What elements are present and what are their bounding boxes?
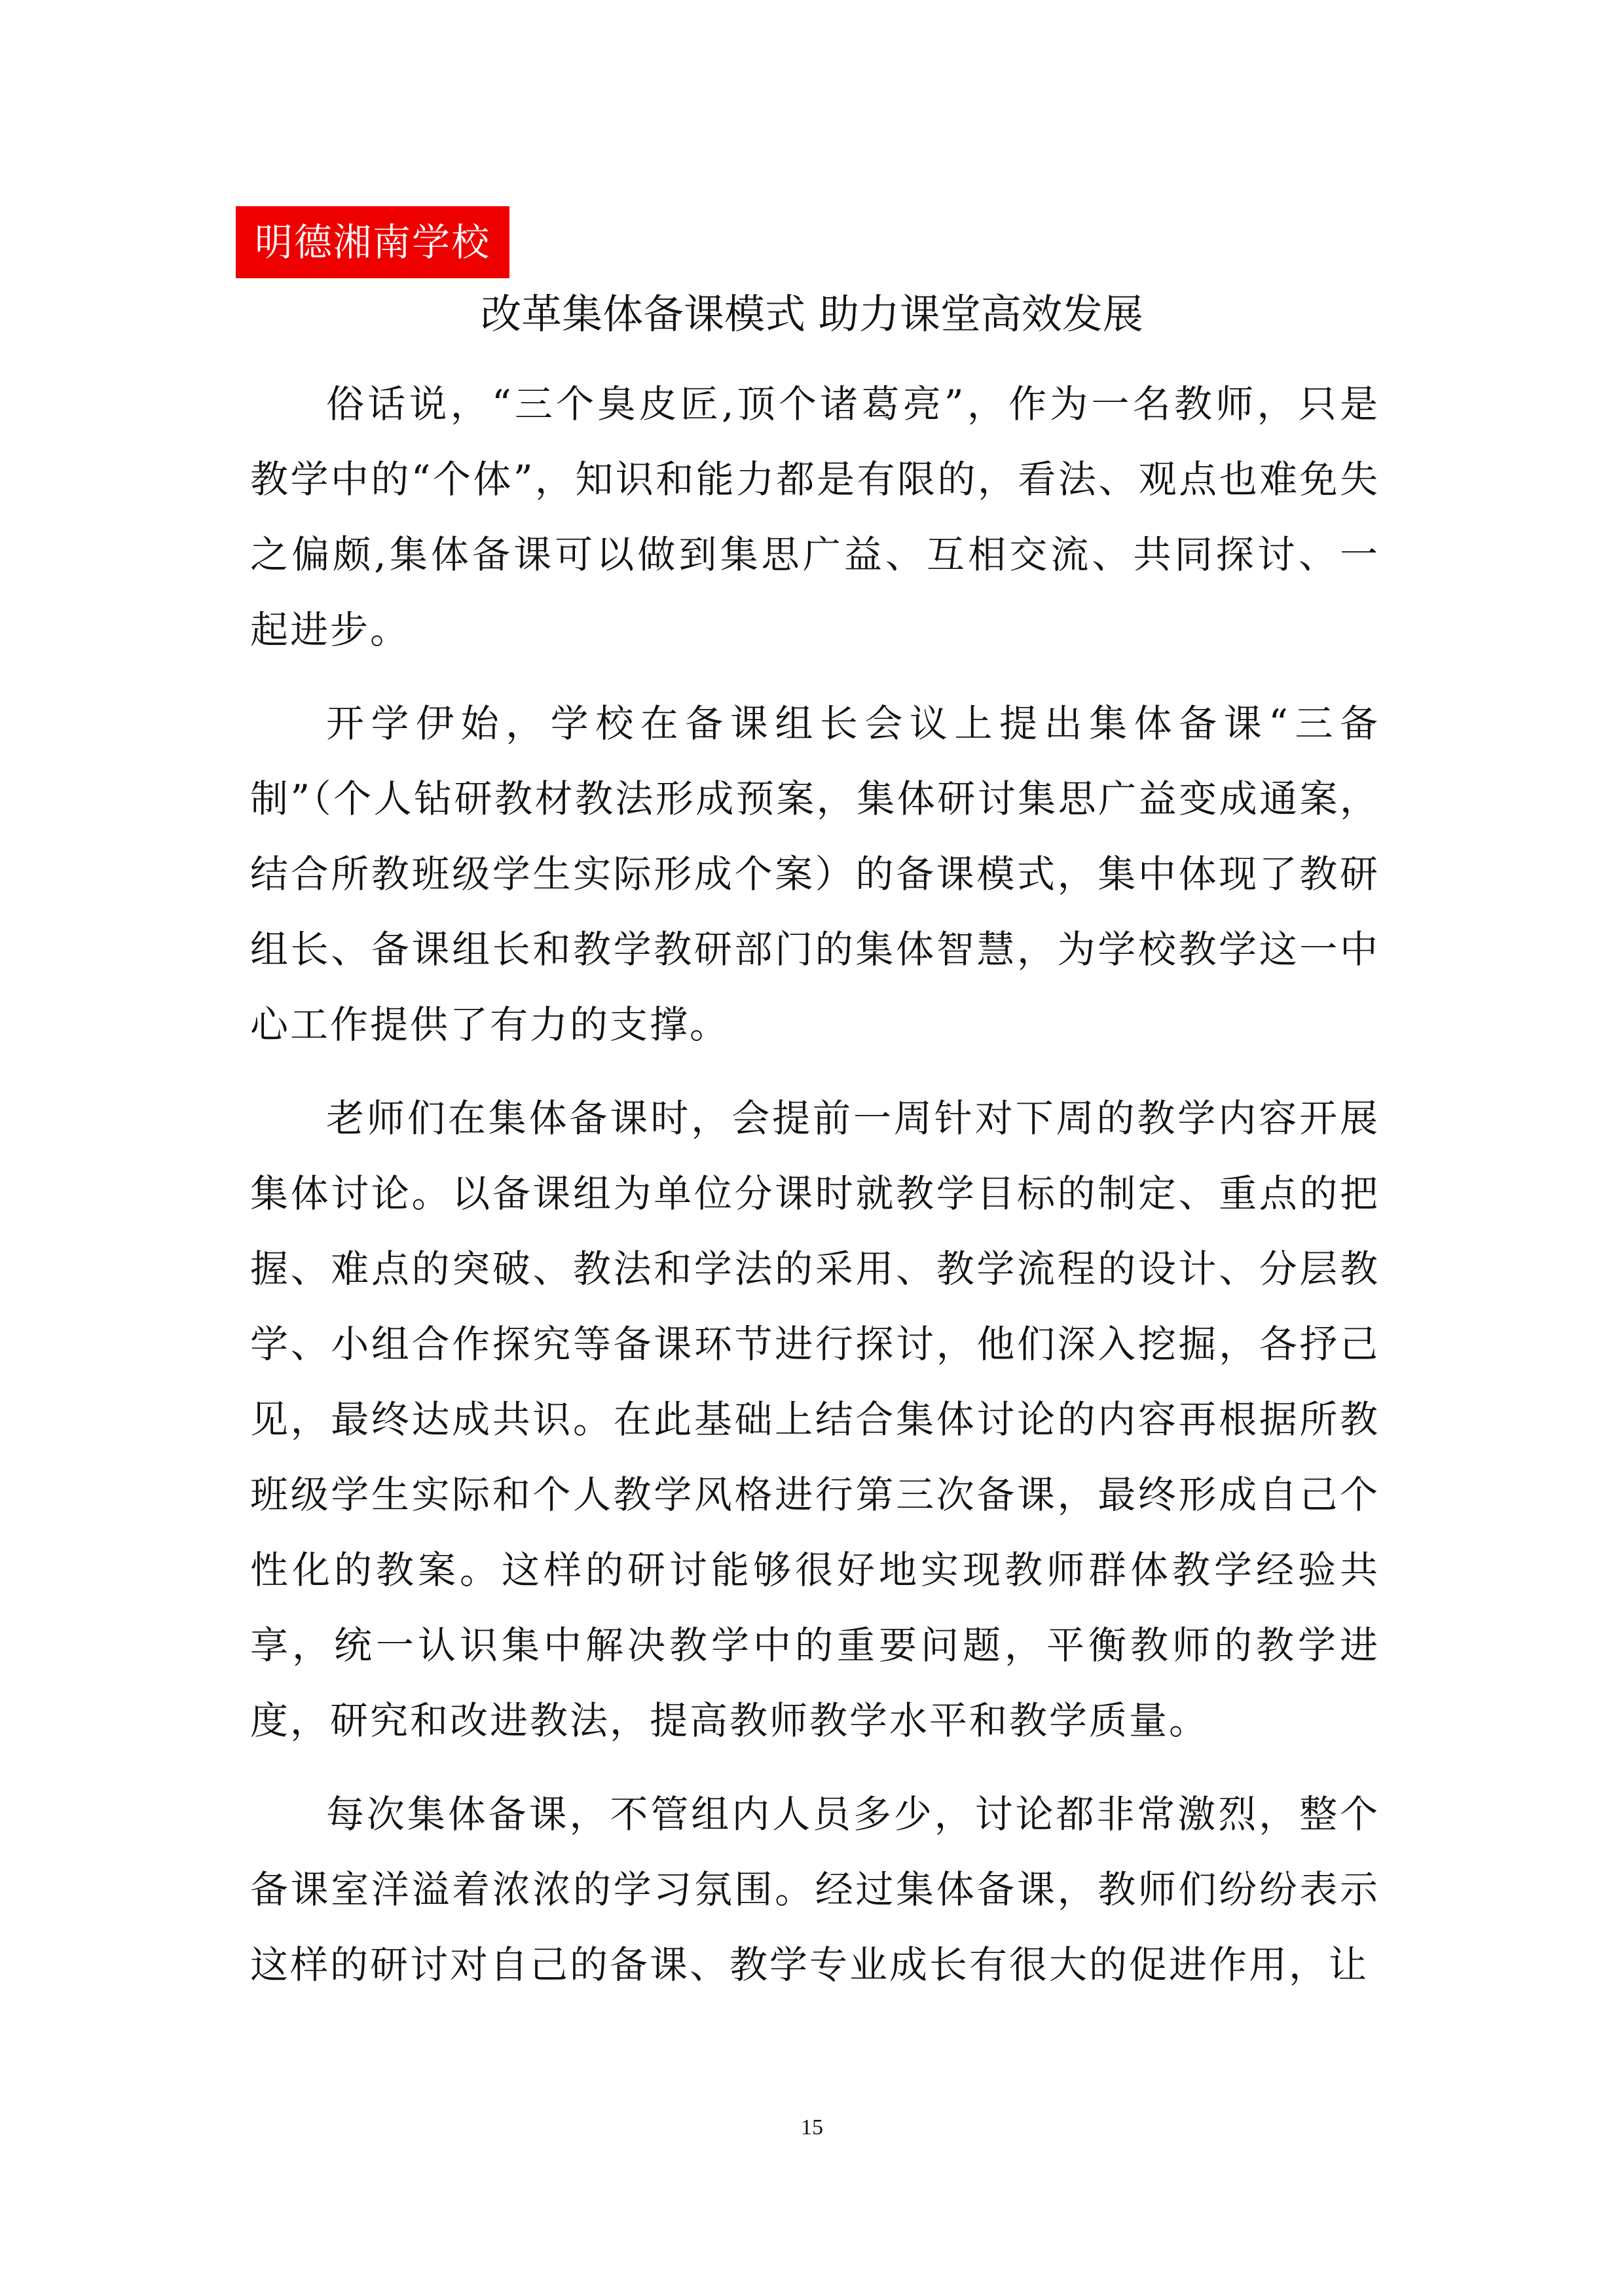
- article-body: [250, 367, 1380, 2021]
- article-title: 改革集体备课模式 助力课堂高效发展: [481, 290, 1143, 338]
- paragraph-2: 开学伊始，学校在备课组长会议上提出集体备课“三备制”（个人钻研教材教法形成预案，集体研讨集思广益变成通案，结合所教班级学生实际形成个案）的备课模式，集中体现了教研组长、备课组长和教学教研部门的集体智慧，为学校教学这一中心工作提供了有力的支撑。: [250, 701, 1380, 1047]
- school-name-badge: 明德湘南学校: [236, 206, 509, 278]
- page-number: 15: [801, 2115, 823, 2140]
- paragraph-1: 俗话说，“三个臭皮匠,顶个诸葛亮”，作为一名教师，只是教学中的“个体”，知识和能力都是有限的，看法、观点也难免失之偏颇,集体备课可以做到集思广益、互相交流、共同探讨、一起进步。: [250, 382, 1380, 652]
- paragraph-3: 老师们在集体备课时，会提前一周针对下周的教学内容开展集体讨论。以备课组为单位分课时就教学目标的制定、重点的把握、难点的突破、教法和学法的采用、教学流程的设计、分层教学、小组合作探究等备课环节进行探讨，他们深入挖掘，各抒己见，最终达成共识。在此基础上结合集体讨论的内容再根据所教班级学生实际和个人教学风格进行第三次备课，最终形成自己个性化的教案。这样的研讨能够很好地实现教师群体教学经验共享，统一认识集中解决教学中的重要问题，平衡教师的教学进度，研究和改进教法，提高教师教学水平和教学质量。: [250, 1096, 1380, 1743]
- paragraph-4: 每次集体备课，不管组内人员多少，讨论都非常激烈，整个备课室洋溢着浓浓的学习氛围。经过集体备课，教师们纷纷表示这样的研讨对自己的备课、教学专业成长有很大的促进作用，让: [250, 1792, 1380, 1987]
